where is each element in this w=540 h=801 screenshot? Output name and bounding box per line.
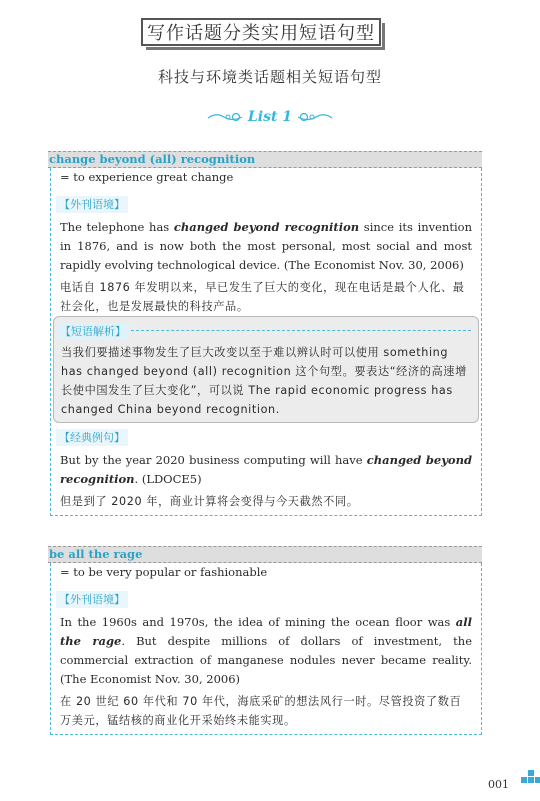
- foreign-context-english: In the 1960s and 1970s, the idea of mining the ocean floor was all the rage. But despite millions of dollars of investment, the commercial extraction of manganese nodules never became reality. (The Economist Nov. 30, 2006): [60, 615, 472, 686]
- phrase-heading: change beyond (all) recognition: [48, 151, 482, 168]
- phrase-definition: = to experience great change: [60, 170, 234, 184]
- corner-blocks-icon: [517, 770, 540, 790]
- page-number: 001: [488, 778, 509, 791]
- phrase-definition: = to be very popular or fashionable: [60, 565, 268, 579]
- entry-body: [50, 168, 482, 516]
- foreign-context-english: The telephone has changed beyond recognition since its invention in 1876, and is now both the most personal, most social and most rapidly evolving technological device. (The Economist Nov. 30, 2006): [60, 220, 473, 272]
- analysis-text: 当我们要描述事物发生了巨大改变以至于难以辨认时可以使用 something has changed beyond (all) recognition 这个句型。要表达“经济的高速增长使中国发生了巨大变化”，可以说 The rapid economic progress has changed China beyond recognition.: [61, 346, 467, 416]
- highlighted-phrase: changed beyond recognition: [60, 453, 472, 486]
- example-chinese: 但是到了 2020 年，商业计算将会变得与今天截然不同。: [60, 495, 359, 508]
- analysis-tag: 【短语解析】: [57, 323, 129, 340]
- phrase-entry: [48, 546, 482, 735]
- analysis-box: [53, 316, 479, 423]
- list-heading: [195, 105, 345, 129]
- right-ornament-icon: [296, 109, 334, 125]
- example-tag: 【经典例句】: [56, 429, 128, 446]
- main-title: [141, 18, 381, 46]
- foreign-context-tag: 【外刊语境】: [56, 591, 128, 608]
- subtitle: 科技与环境类话题相关短语句型: [157, 68, 382, 86]
- foreign-context-tag: 【外刊语境】: [56, 196, 128, 213]
- list-label: List 1: [247, 109, 293, 125]
- example-english: But by the year 2020 business computing will have changed beyond recognition. (LDOCE5): [60, 453, 472, 486]
- left-ornament-icon: [206, 109, 244, 125]
- highlighted-phrase: changed beyond recognition: [173, 220, 360, 234]
- highlighted-phrase: all the rage: [60, 615, 472, 648]
- phrase-entry: [48, 151, 482, 516]
- phrase-heading: be all the rage: [48, 546, 482, 563]
- main-title-text: 写作话题分类实用短语句型: [147, 23, 375, 44]
- foreign-context-chinese: 电话自 1876 年发明以来，早已发生了巨大的变化，现在电话是最个人化、最社会化，也是发展最快的科技产品。: [60, 281, 465, 313]
- foreign-context-chinese: 在 20 世纪 60 年代和 70 年代，海底采矿的想法风行一时。尽管投资了数百万美元，锰结核的商业化开采始终未能实现。: [60, 695, 462, 727]
- entry-body: [50, 563, 482, 735]
